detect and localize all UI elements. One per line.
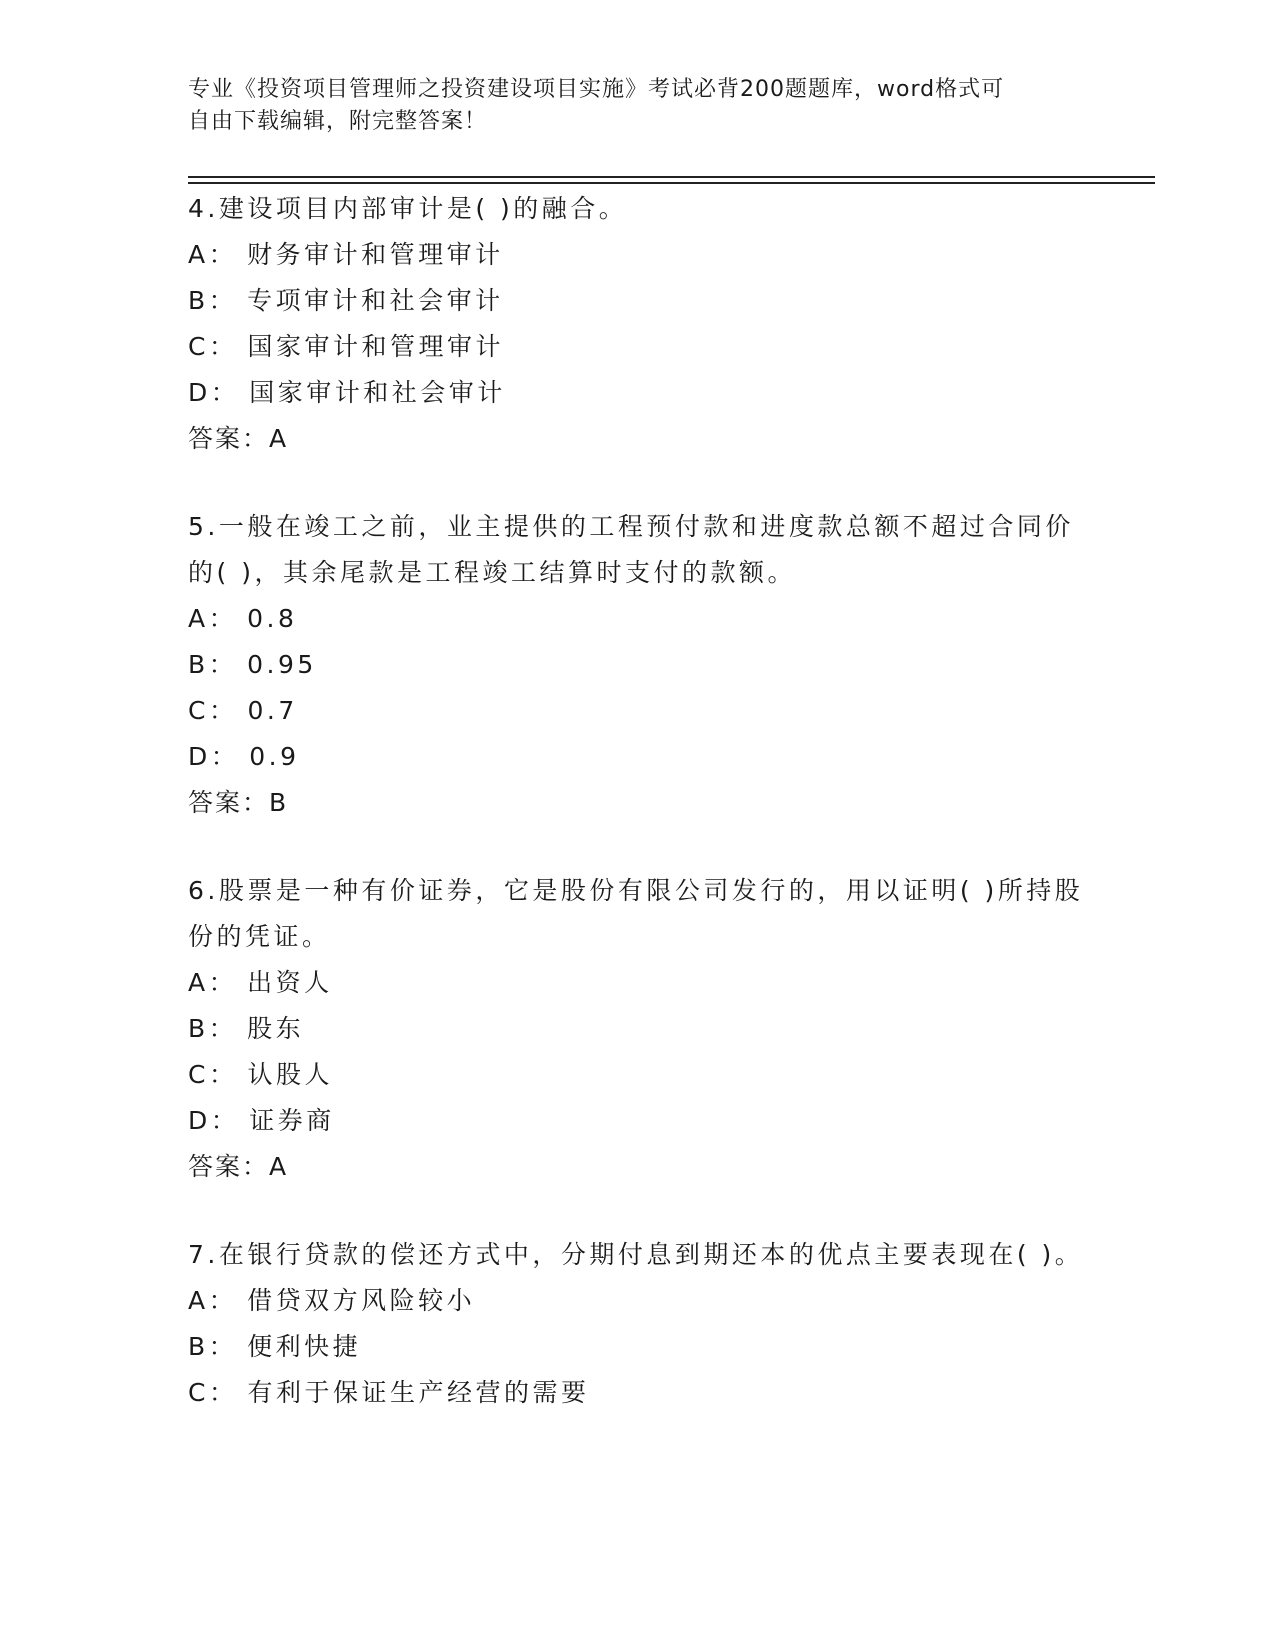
header-divider-bottom xyxy=(188,182,1155,184)
option-key: B： xyxy=(188,1014,238,1043)
option-text: 有利于保证生产经营的需要 xyxy=(247,1378,590,1407)
option-key: A： xyxy=(188,240,238,269)
option-text: 便利快捷 xyxy=(247,1332,362,1361)
option-key: B： xyxy=(188,286,238,315)
question-list xyxy=(188,186,1088,1458)
option-b xyxy=(188,1324,1088,1370)
question-7 xyxy=(188,1232,1088,1416)
option-a xyxy=(188,960,1088,1006)
option-a xyxy=(188,596,1088,642)
option-text: 借贷双方风险较小 xyxy=(247,1286,476,1315)
option-d xyxy=(188,370,1088,416)
option-key: C： xyxy=(188,696,238,725)
option-key: C： xyxy=(188,332,238,361)
option-text: 0.9 xyxy=(249,742,300,771)
question-4 xyxy=(188,186,1088,462)
option-c xyxy=(188,688,1088,734)
option-d xyxy=(188,734,1088,780)
option-key: D： xyxy=(188,378,240,407)
answer: 答案：B xyxy=(188,788,289,817)
question-6 xyxy=(188,868,1088,1190)
option-key: A： xyxy=(188,604,238,633)
option-c xyxy=(188,324,1088,370)
option-text: 0.7 xyxy=(247,696,298,725)
option-key: B： xyxy=(188,1332,238,1361)
header-divider-top xyxy=(188,176,1155,178)
header-title-line-1: 专业《投资项目管理师之投资建设项目实施》考试必背200题题库，word格式可 xyxy=(188,77,1005,102)
option-c xyxy=(188,1370,1088,1416)
option-text: 出资人 xyxy=(247,968,333,997)
option-text: 财务审计和管理审计 xyxy=(247,240,504,269)
option-d xyxy=(188,1098,1088,1144)
question-text: 5.一般在竣工之前，业主提供的工程预付款和进度款总额不超过合同价的( )，其余尾款是工程竣工结算时支付的款额。 xyxy=(188,512,1074,587)
question-5 xyxy=(188,504,1088,826)
option-text: 0.95 xyxy=(247,650,317,679)
option-key: D： xyxy=(188,742,240,771)
option-c xyxy=(188,1052,1088,1098)
option-key: A： xyxy=(188,968,238,997)
option-key: C： xyxy=(188,1378,238,1407)
question-text: 6.股票是一种有价证券，它是股份有限公司发行的，用以证明( )所持股份的凭证。 xyxy=(188,876,1084,951)
header-title-line-2: 自由下载编辑，附完整答案！ xyxy=(188,109,488,134)
option-text: 国家审计和管理审计 xyxy=(247,332,504,361)
option-key: D： xyxy=(188,1106,240,1135)
document-header xyxy=(188,74,1068,138)
option-a xyxy=(188,1278,1088,1324)
answer: 答案：A xyxy=(188,424,289,453)
option-b xyxy=(188,642,1088,688)
option-key: A： xyxy=(188,1286,238,1315)
option-text: 专项审计和社会审计 xyxy=(247,286,504,315)
answer: 答案：A xyxy=(188,1152,289,1181)
option-text: 证券商 xyxy=(249,1106,335,1135)
option-a xyxy=(188,232,1088,278)
option-b xyxy=(188,278,1088,324)
question-text: 7.在银行贷款的偿还方式中，分期付息到期还本的优点主要表现在( )。 xyxy=(188,1240,1084,1269)
option-key: B： xyxy=(188,650,238,679)
question-text: 4.建设项目内部审计是( )的融合。 xyxy=(188,194,628,223)
option-text: 股东 xyxy=(247,1014,305,1043)
option-key: C： xyxy=(188,1060,238,1089)
option-text: 0.8 xyxy=(247,604,298,633)
option-text: 国家审计和社会审计 xyxy=(249,378,506,407)
option-text: 认股人 xyxy=(247,1060,333,1089)
option-b xyxy=(188,1006,1088,1052)
